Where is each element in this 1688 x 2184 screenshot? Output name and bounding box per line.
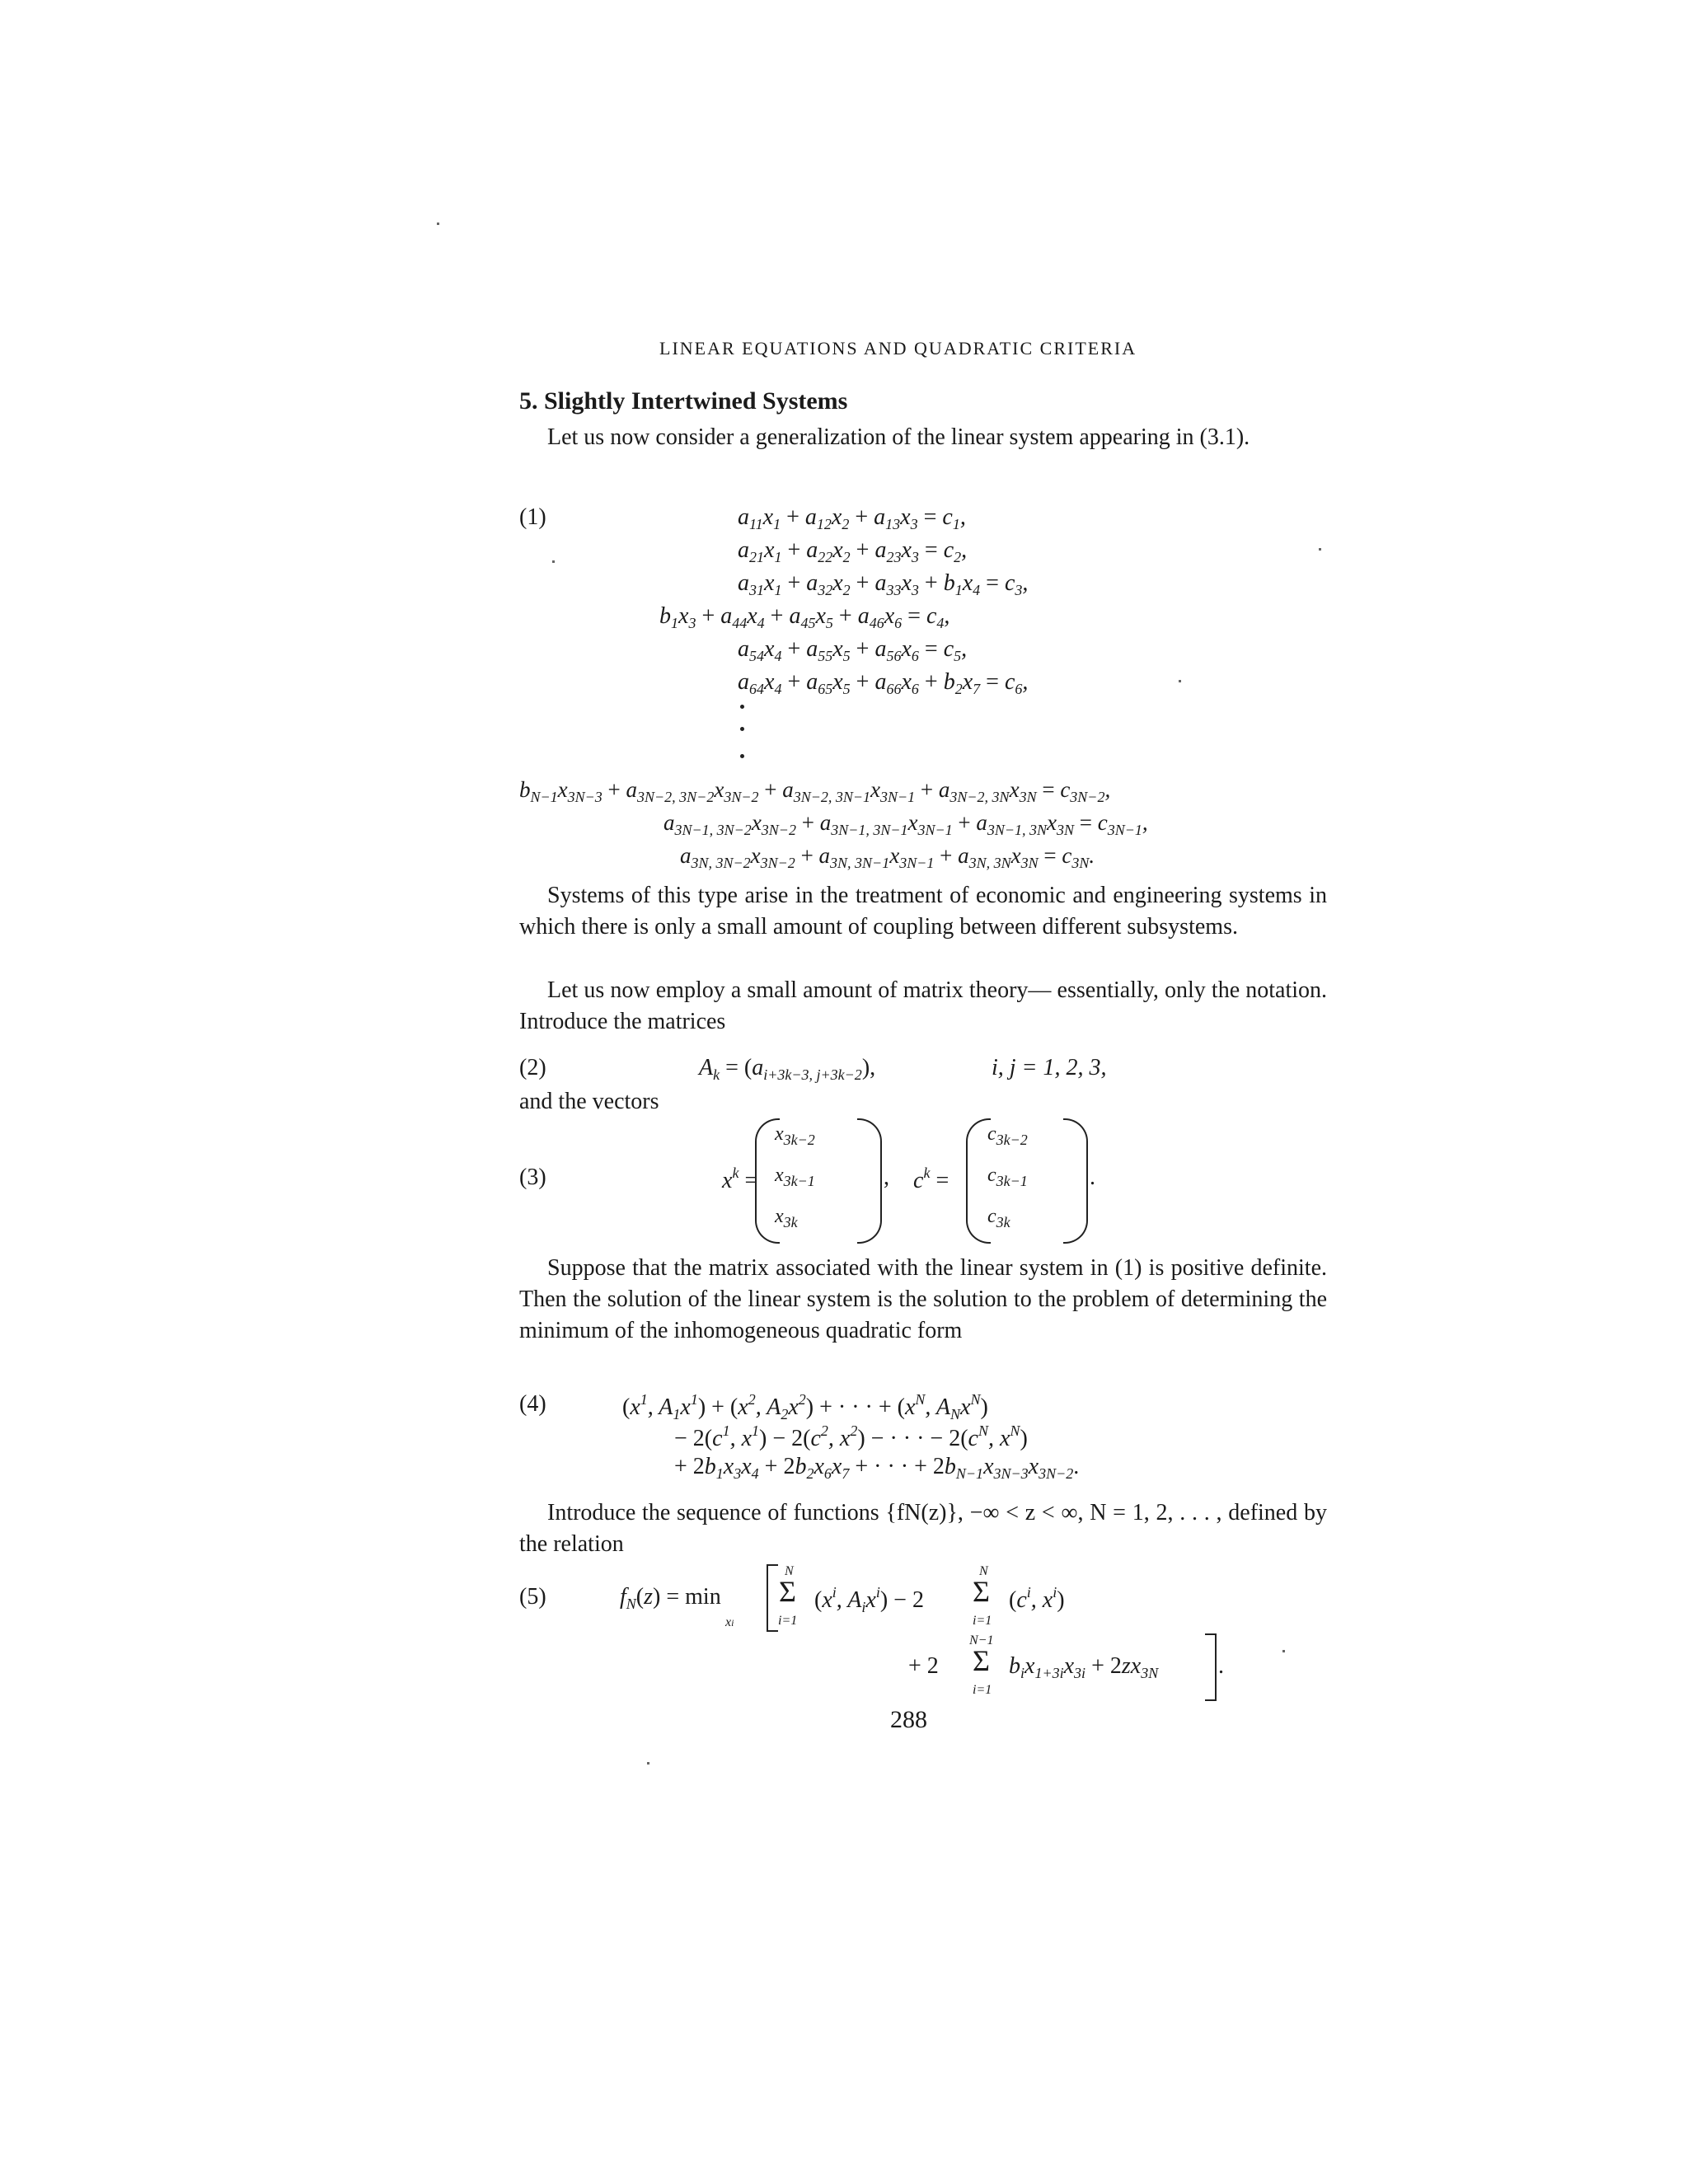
right-paren (857, 1118, 882, 1244)
scan-speck (1282, 1650, 1285, 1652)
right-bracket (1205, 1633, 1217, 1701)
page-number: 288 (890, 1706, 927, 1733)
right-paren (1063, 1118, 1088, 1244)
equation-number-3: (3) (519, 1165, 546, 1190)
scan-speck (1179, 680, 1181, 682)
equation-2-index-range: i, j = 1, 2, 3, (992, 1055, 1107, 1080)
paragraph-matrix-theory: Let us now employ a small amount of matrix theory— essentially, only the notation. Introduce the matrices (519, 977, 1327, 1034)
ellipsis-dot (740, 754, 744, 758)
paragraph-positive-definite: Suppose that the matrix associated with the linear system in (1) is positive definite. Then the solution of the linear system is the solution to the problem of determining the minimum of the inhomogeneous quadratic form (519, 1255, 1327, 1343)
left-bracket (767, 1564, 778, 1632)
scan-speck (437, 223, 439, 225)
scan-speck (647, 1762, 649, 1765)
paragraph-intro: Let us now consider a generalization of the linear system appearing in (3.1). (547, 424, 1250, 450)
equation-number-2: (2) (519, 1055, 546, 1080)
scan-speck (552, 560, 555, 563)
ellipsis-dot (740, 727, 744, 731)
equation-2-matrix-def: $A_k = (a_{i+3k-3, j+3k-2})$, (699, 1055, 876, 1083)
paragraph-sequence-functions: Introduce the sequence of functions {fN(z)}, −∞ < z < ∞, N = 1, 2, . . . , defined by the relation (519, 1500, 1327, 1557)
paragraph-vectors: and the vectors (519, 1089, 659, 1114)
scan-speck (1319, 548, 1321, 551)
ellipsis-dot (740, 705, 744, 709)
equation-number-1: (1) (519, 504, 546, 530)
book-page: LINEAR EQUATIONS AND QUADRATIC CRITERIA 5. Slightly Intertwined Systems Let us now consider a generalization of the linear system appearing in (3.1). (1) $a_{11}x_1 + a_{12}x_2 + a_{13}x_3 = c_1$, $a_{21}x_1 + a_{22}x_2 + a_{23}x_3 = c_2$, $a_{31}x_1 + a_{32}x_2 + a_{33}x_3 + b_1x_4 = c_3$, $b_1x_3 + a_{44}x_4 + a_{45}x_5 + a_{46}x_6 = c_4$, $a_{54}x_4 + a_{55}x_5 + a_{56}x_6 = c_5$, $a_{64}x_4 + a_{65}x_5 + a_{66}x_6 + b_2x_7 = c_6$, $b_{N-1}x_{3N-3} + a_{3N-2, 3N-2}x_{3N-2} + a_{3N-2, 3N-1}x_{3N-1} + a_{3N-2, 3N}x_{3N} = c_{3N-2}$, $a_{3N-1, 3N-2}x_{3N-2} + a_{3N-1, 3N-1}x_{3N-1} + a_{3N-1, 3N}x_{3N} = c_{3N-1}$, $a_{3N, 3N-2}x_{3N-2} + a_{3N, 3N-1}x_{3N-1} + a_{3N, 3N}x_{3N} = c_{3N}$. Systems of this type arise in the treatment of economic and engineering systems in which there is only a small amount of coupling between different subsystems. Let us now employ a small amount of matrix theory— essentially, only the notation. Introduce the matrices (2) $A_k = (a_{i+3k-3, j+3k-2})$, i, j = 1, 2, 3, and the vectors (3) $x^k$ = $x_{3k-2}$ $x_{3k-1}$ $x_{3k}$ , $c^k$ = $c_{3k-2}$ $c_{3k-1}$ $c_{3k}$ . Suppose that the matrix associated with the linear system in (1) is positive definite. Then the solution of the linear system is the solution to the problem of determining the minimum of the inhomogeneous quadratic form (4) ($x^1$, $A_1x^1) + (x^2$, $A_2x^2$) + · · · + ($x^N$, $A_Nx^N$) − $2(c^1$, $x^1) - 2(c^2$, $x^2$) − · · · − $2(c^N$, $x^N$) + $2b_1x_3x_4 + 2b_2x_6x_7$ + · · · + $2b_{N-1}x_{3N-3}x_{3N-2}$. Introduce the sequence of functions {fN(z)}, −∞ < z < ∞, N = 1, 2, . . . , defined by the relation (5) $f_N(z) = \min$ xi N Σ i=1 ($x^i$, $A_ix^i) - 2$ N Σ i=1 ($c^i$, $x^i$) + 2 N−1 Σ i=1 $b_ix_{1+3i}x_{3i} + 2zx_{3N}$ . 288 (0, 0, 1688, 2184)
equation-number-4: (4) (519, 1391, 546, 1417)
running-head: LINEAR EQUATIONS AND QUADRATIC CRITERIA (659, 338, 1137, 359)
section-title: 5. Slightly Intertwined Systems (519, 387, 848, 415)
equation-number-5: (5) (519, 1584, 546, 1610)
paragraph-systems: Systems of this type arise in the treatment of economic and engineering systems in which there is only a small amount of coupling between different subsystems. (519, 883, 1327, 940)
